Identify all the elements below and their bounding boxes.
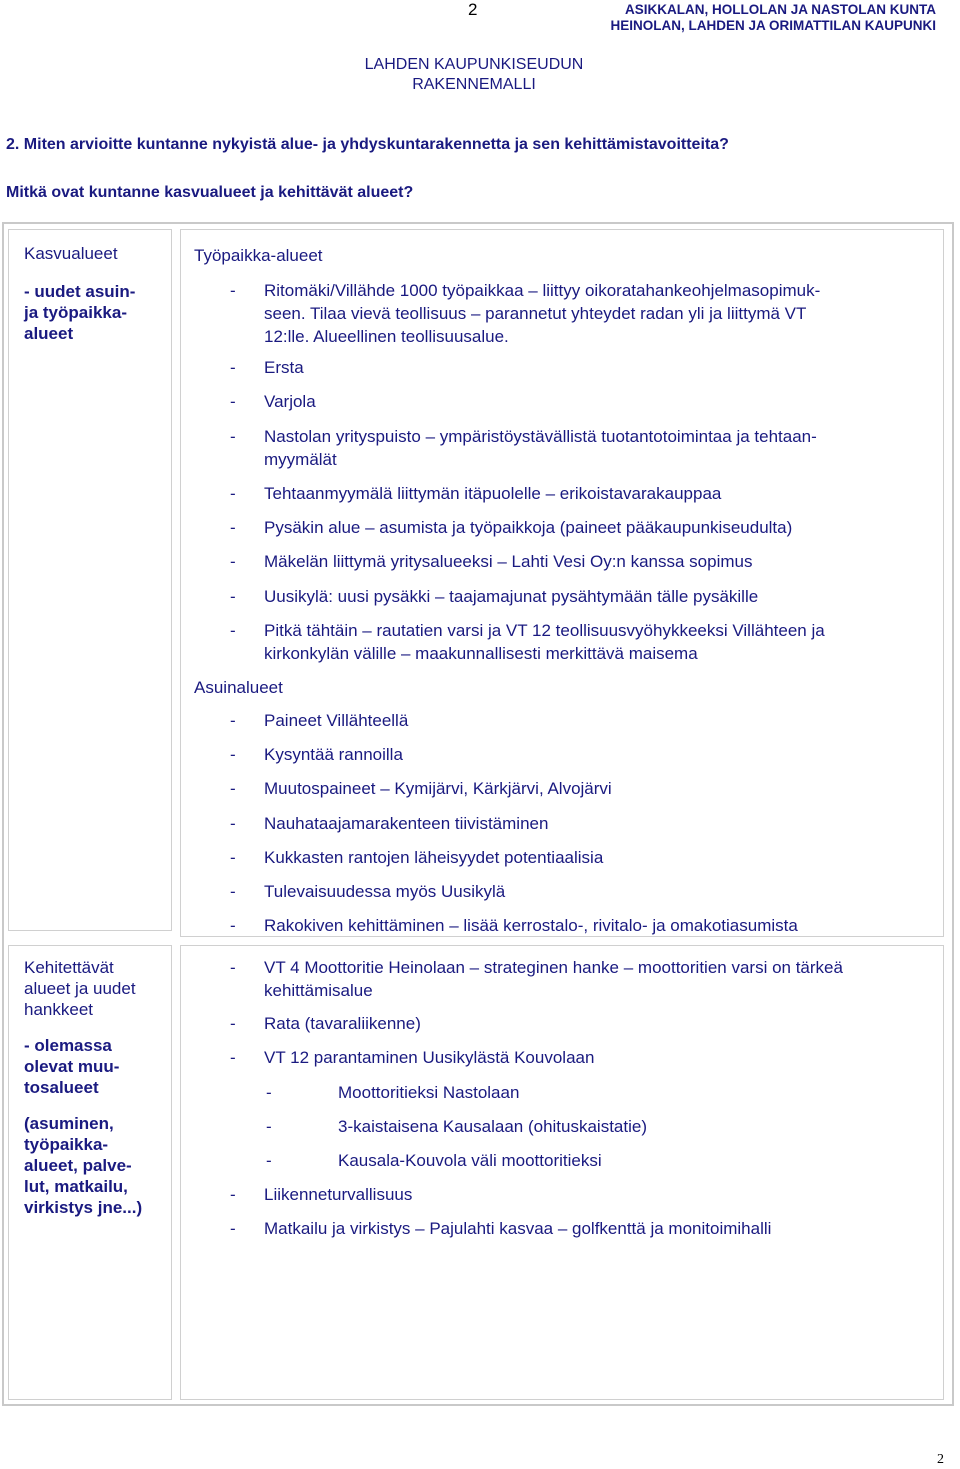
list-dash: -	[230, 621, 236, 640]
model-line-2: RAKENNEMALLI	[412, 76, 536, 93]
list-dash: -	[266, 1151, 272, 1170]
growth-sub-line: alueet	[24, 324, 74, 343]
dev-example-line: työpaikka-	[24, 1135, 109, 1154]
list-item-line: Ersta	[264, 358, 304, 377]
list-item-line: Nauhataajamarakenteen tiivistäminen	[264, 814, 549, 833]
list-item-line: Mäkelän liittymä yritysalueeksi – Lahti Vesi Oy:n kanssa sopimus	[264, 552, 753, 571]
list-item-line: Paineet Villähteellä	[264, 711, 409, 730]
list-item-line: Muutospaineet – Kymijärvi, Kärkjärvi, Alvojärvi	[264, 779, 612, 798]
list-item-line: Uusikylä: uusi pysäkki – taajamajunat pysähtymään tälle pysäkille	[264, 587, 759, 606]
development-areas-sub	[24, 1035, 164, 1098]
list-dash: -	[230, 587, 236, 606]
list-dash: -	[230, 779, 236, 798]
list-item-line: VT 4 Moottoritie Heinolaan – strateginen hanke – moottoritien varsi on tärkeä	[264, 958, 843, 977]
sub-list-item-text: 3-kaistaisena Kausalaan (ohituskaistatie)	[338, 1117, 648, 1136]
page-number-bottom: 2	[937, 1452, 944, 1467]
question-2: 2. Miten arvioitte kuntanne nykyistä alue- ja yhdyskuntarakennetta ja sen kehittämistavoitteita?	[6, 136, 729, 153]
question-2-sub: Mitkä ovat kuntanne kasvualueet ja kehittävät alueet?	[6, 184, 414, 201]
sub-list-item-text: Moottoritieksi Nastolaan	[338, 1083, 520, 1102]
list-dash: -	[230, 916, 236, 935]
list-item-line: Nastolan yrityspuisto – ympäristöystävällistä tuotantotoimintaa ja tehtaan-	[264, 427, 817, 446]
municipalities-header	[611, 2, 937, 34]
growth-sub-line: ja työpaikka-	[24, 303, 127, 322]
development-areas-title	[24, 957, 164, 1020]
growth-areas-sub	[24, 281, 164, 344]
workplace-areas-heading: Työpaikka-alueet	[194, 246, 323, 265]
list-item-line: Rata (tavaraliikenne)	[264, 1014, 421, 1033]
list-item-line: myymälät	[264, 450, 337, 469]
development-areas-examples	[24, 1113, 164, 1218]
list-item-line: 12:lle. Alueellinen teollisuusalue.	[264, 327, 509, 346]
list-item-line: Kysyntää rannoilla	[264, 745, 403, 764]
dev-sub-line: tosalueet	[24, 1078, 99, 1097]
list-dash: -	[230, 1048, 236, 1067]
list-dash: -	[230, 427, 236, 446]
list-dash: -	[230, 392, 236, 411]
list-item-line: Pysäkin alue – asumista ja työpaikkoja (paineet pääkaupunkiseudulta)	[264, 518, 793, 537]
list-item-line: Rakokiven kehittäminen – lisää kerrostalo-, rivitalo- ja omakotiasumista	[264, 916, 798, 935]
dev-sub-line: - olemassa	[24, 1036, 112, 1055]
dev-example-line: (asuminen,	[24, 1114, 114, 1133]
dev-example-line: alueet, palve-	[24, 1156, 132, 1175]
list-dash: -	[230, 518, 236, 537]
list-dash: -	[230, 484, 236, 503]
list-dash: -	[230, 1185, 236, 1204]
list-dash: -	[230, 848, 236, 867]
list-item-line: Varjola	[264, 392, 316, 411]
list-item-line: Tehtaanmyymälä liittymän itäpuolelle – erikoistavarakauppaa	[264, 484, 722, 503]
header-line-2: HEINOLAN, LAHDEN JA ORIMATTILAN KAUPUNKI	[610, 18, 936, 33]
list-item-line: VT 12 parantaminen Uusikylästä Kouvolaan	[264, 1048, 595, 1067]
dev-title-line: alueet ja uudet	[24, 979, 136, 998]
list-dash: -	[230, 745, 236, 764]
list-dash: -	[230, 1219, 236, 1238]
dev-sub-line: olevat muu-	[24, 1057, 120, 1076]
list-item-line: Tulevaisuudessa myös Uusikylä	[264, 882, 506, 901]
list-item-line: kirkonkylän välille – maakunnallisesti merkittävä maisema	[264, 644, 698, 663]
list-item-line: kehittämisalue	[264, 981, 373, 1000]
growth-sub-line: - uudet asuin-	[24, 282, 136, 301]
list-dash: -	[230, 882, 236, 901]
list-item-line: Pitkä tähtäin – rautatien varsi ja VT 12 teollisuusvyöhykkeeksi Villähteen ja	[264, 621, 825, 640]
list-item-line: Liikenneturvallisuus	[264, 1185, 413, 1204]
list-item-line: Kukkasten rantojen läheisyydet potentiaalisia	[264, 848, 604, 867]
dev-example-line: lut, matkailu,	[24, 1177, 128, 1196]
structure-model-title	[354, 55, 594, 95]
model-line-1: LAHDEN KAUPUNKISEUDUN	[364, 56, 584, 73]
list-dash: -	[230, 814, 236, 833]
list-dash: -	[230, 358, 236, 377]
list-item-line: Ritomäki/Villähde 1000 työpaikkaa – liittyy oikoratahankeohjelmasopimuk-	[264, 281, 821, 300]
growth-areas-title: Kasvualueet	[24, 244, 118, 263]
list-dash: -	[230, 552, 236, 571]
list-item-line: Matkailu ja virkistys – Pajulahti kasvaa – golfkenttä ja monitoimihalli	[264, 1219, 772, 1238]
list-dash: -	[230, 958, 236, 977]
list-dash: -	[230, 281, 236, 300]
dev-title-line: hankkeet	[24, 1000, 93, 1019]
list-item-line: seen. Tilaa vievä teollisuus – parannetut yhteydet radan yli ja liittymä VT	[264, 304, 807, 323]
list-dash: -	[230, 711, 236, 730]
list-dash: -	[266, 1083, 272, 1102]
dev-example-line: virkistys jne...)	[24, 1198, 143, 1217]
residential-areas-heading: Asuinalueet	[194, 678, 283, 697]
list-dash: -	[230, 1014, 236, 1033]
sub-list-item-text: Kausala-Kouvola väli moottoritieksi	[338, 1151, 602, 1170]
dev-title-line: Kehitettävät	[24, 958, 114, 977]
page-number-top: 2	[468, 0, 478, 19]
list-dash: -	[266, 1117, 272, 1136]
header-line-1: ASIKKALAN, HOLLOLAN JA NASTOLAN KUNTA	[625, 2, 936, 17]
